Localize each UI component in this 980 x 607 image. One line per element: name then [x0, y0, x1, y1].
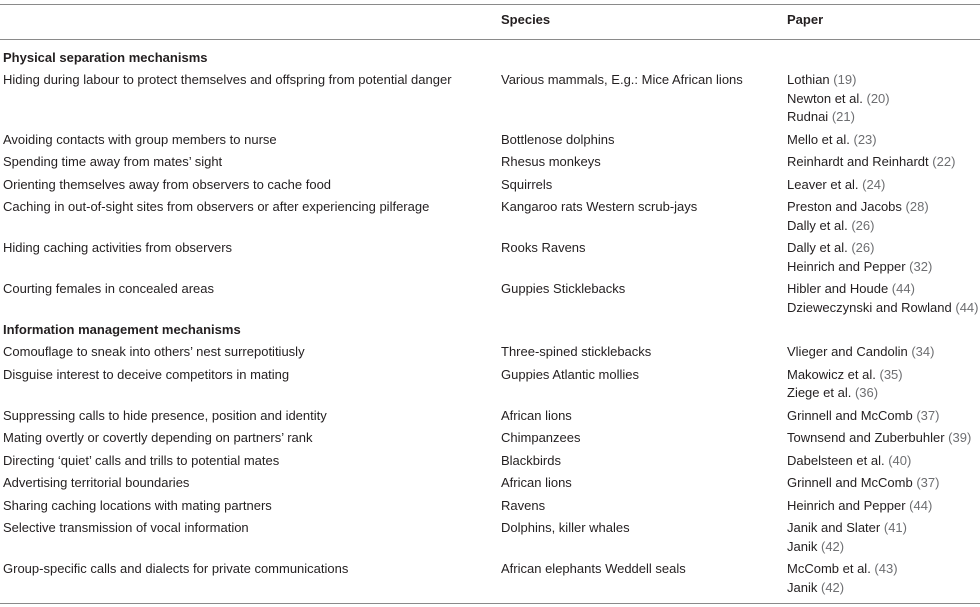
paper-cell [787, 343, 980, 362]
paper-citation [787, 474, 980, 493]
reference-open-paren: ( [858, 176, 867, 192]
reference-close-paren: ) [924, 199, 929, 214]
behavior-cell: Courting females in concealed areas [3, 281, 215, 296]
reference-open-paren: ( [862, 90, 871, 106]
reference-close-paren: ) [893, 561, 898, 576]
reference-close-paren: ) [935, 407, 940, 423]
species-cell: African lions [501, 475, 572, 490]
table-row [0, 366, 980, 403]
reference-open-paren: ( [951, 299, 960, 315]
paper-author: Lothian [787, 72, 830, 87]
paper-citation [787, 299, 980, 318]
reference-number[interactable]: 43 [878, 561, 894, 576]
reference-close-paren: ) [873, 385, 879, 400]
reference-number[interactable]: 26 [855, 240, 871, 255]
paper-author: Vlieger and Candolin [787, 344, 908, 359]
paper-citation [787, 176, 980, 195]
reference-close-paren: ) [927, 497, 933, 513]
reference-number[interactable]: 42 [825, 579, 840, 595]
paper-citation [787, 258, 980, 277]
reference-open-paren: ( [901, 199, 910, 214]
reference-close-paren: ) [885, 90, 890, 106]
species-cell: Ravens [501, 497, 546, 513]
paper-author: Janik [787, 538, 818, 554]
paper-column-header: Paper [787, 12, 824, 27]
paper-author: Rudnai [787, 109, 829, 124]
paper-cell [787, 198, 980, 235]
table-row [0, 474, 980, 493]
behavior-cell: Comouflage to sneak into others’ nest surrepotitiusly [3, 344, 305, 359]
paper-citation [787, 198, 980, 217]
reference-open-paren: ( [912, 407, 921, 423]
paper-author: Dzieweczynski and Rowland [787, 299, 952, 315]
paper-author: Dabelsteen et al. [787, 452, 885, 468]
reference-open-paren: ( [828, 109, 837, 124]
reference-number[interactable]: 41 [888, 520, 903, 535]
reference-open-paren: ( [870, 561, 879, 576]
reference-number[interactable]: 37 [920, 407, 936, 423]
table-row [0, 452, 980, 471]
reference-number[interactable]: 39 [952, 430, 967, 445]
table-row [0, 519, 980, 556]
paper-citation [787, 217, 980, 236]
paper-cell [787, 280, 980, 317]
reference-close-paren: ) [910, 281, 915, 296]
reference-number[interactable]: 19 [837, 72, 853, 87]
behavior-cell: Avoiding contacts with group members to nurse [3, 131, 277, 147]
behavior-cell: Spending time away from mates’ sight [3, 154, 223, 169]
paper-author: Grinnell and McComb [787, 475, 913, 490]
paper-citation [787, 153, 980, 172]
paper-cell [787, 474, 980, 493]
paper-citation [787, 343, 980, 362]
paper-author: Dally et al. [787, 240, 848, 255]
paper-citation [787, 280, 980, 299]
table-row [0, 343, 980, 362]
reference-close-paren: ) [852, 72, 857, 87]
paper-cell [787, 407, 980, 426]
behavior-cell: Caching in out-of-sight sites from observers or after experiencing pilferage [3, 199, 430, 214]
reference-open-paren: ( [849, 131, 858, 147]
behavior-cell: Directing ‘quiet’ calls and trills to potential mates [3, 452, 280, 468]
species-cell: Dolphins, killer whales [501, 520, 630, 535]
reference-close-paren: ) [907, 452, 912, 468]
table-body [0, 49, 980, 597]
paper-cell [787, 497, 980, 516]
reference-close-paren: ) [927, 258, 933, 274]
paper-citation [787, 90, 980, 109]
reference-open-paren: ( [875, 366, 884, 382]
section-heading: Physical separation mechanisms [3, 50, 208, 65]
reference-number[interactable]: 36 [859, 385, 874, 400]
reference-number[interactable]: 21 [836, 109, 851, 124]
reference-close-paren: ) [870, 217, 875, 233]
paper-author: Newton et al. [787, 90, 863, 106]
species-cell: Kangaroo rats Western scrub-jays [501, 199, 698, 214]
paper-cell [787, 239, 980, 276]
paper-cell [787, 366, 980, 403]
species-cell: Guppies Atlantic mollies [501, 366, 640, 382]
reference-open-paren: ( [905, 497, 914, 513]
reference-open-paren: ( [907, 344, 916, 359]
paper-cell [787, 452, 980, 471]
species-cell: Guppies Sticklebacks [501, 281, 626, 296]
paper-citation [787, 497, 980, 516]
reference-open-paren: ( [928, 154, 937, 169]
reference-close-paren: ) [935, 475, 940, 490]
species-cell: Rhesus monkeys [501, 154, 601, 169]
table-row [0, 176, 980, 195]
species-cell: Bottlenose dolphins [501, 131, 615, 147]
reference-number[interactable]: 44 [913, 497, 928, 513]
reference-open-paren: ( [880, 520, 889, 535]
reference-close-paren: ) [966, 430, 972, 445]
paper-citation [787, 407, 980, 426]
reference-number[interactable]: 32 [913, 258, 928, 274]
behavior-cell: Group-specific calls and dialects for private communications [3, 561, 349, 576]
paper-citation [787, 366, 980, 385]
table-row [0, 280, 980, 317]
paper-author: Heinrich and Pepper [787, 258, 906, 274]
reference-number[interactable]: 44 [896, 281, 911, 296]
species-cell: Three-spined sticklebacks [501, 344, 652, 359]
reference-close-paren: ) [870, 240, 875, 255]
reference-open-paren: ( [912, 475, 921, 490]
paper-cell [787, 71, 980, 127]
paper-author: Janik and Slater [787, 520, 881, 535]
species-column-header: Species [501, 12, 551, 27]
reference-open-paren: ( [829, 72, 838, 87]
behavior-cell: Orienting themselves away from observers to cache food [3, 176, 332, 192]
table-row [0, 560, 980, 597]
reference-close-paren: ) [850, 109, 855, 124]
reference-close-paren: ) [898, 366, 903, 382]
table-row [0, 497, 980, 516]
species-cell: African elephants Weddell seals [501, 561, 686, 576]
paper-author: Makowicz et al. [787, 366, 876, 382]
reference-close-paren: ) [839, 538, 845, 554]
paper-author: Leaver et al. [787, 176, 859, 192]
table-row [0, 429, 980, 448]
table-row [0, 407, 980, 426]
paper-author: Preston and Jacobs [787, 199, 902, 214]
paper-author: Mello et al. [787, 131, 850, 147]
table-row [0, 71, 980, 127]
paper-citation [787, 452, 980, 471]
species-cell: Chimpanzees [501, 430, 581, 445]
reference-close-paren: ) [902, 520, 907, 535]
reference-open-paren: ( [847, 240, 856, 255]
paper-citation [787, 239, 980, 258]
paper-cell [787, 131, 980, 150]
reference-number[interactable]: 20 [870, 90, 886, 106]
paper-author: McComb et al. [787, 561, 871, 576]
paper-author: Ziege et al. [787, 385, 852, 400]
reference-open-paren: ( [847, 217, 856, 233]
behavior-cell: Hiding during labour to protect themselves and offspring from potential danger [3, 72, 452, 87]
reference-number[interactable]: 34 [915, 344, 931, 359]
table-row [0, 153, 980, 172]
paper-citation [787, 560, 980, 579]
paper-cell [787, 519, 980, 556]
bottom-rule [0, 603, 980, 604]
reference-number[interactable]: 24 [866, 176, 881, 192]
behavior-cell: Mating overtly or covertly depending on partners’ rank [3, 430, 313, 445]
table-row [0, 198, 980, 235]
table-row [0, 131, 980, 150]
paper-citation [787, 538, 980, 557]
species-cell: Blackbirds [501, 452, 561, 468]
behavior-cell: Suppressing calls to hide presence, position and identity [3, 407, 327, 423]
reference-open-paren: ( [817, 579, 826, 595]
paper-cell [787, 429, 980, 448]
paper-cell [787, 176, 980, 195]
paper-cell [787, 153, 980, 172]
reference-close-paren: ) [880, 176, 886, 192]
species-cell: Various mammals, E.g.: Mice African lions [501, 72, 743, 87]
reference-open-paren: ( [888, 281, 897, 296]
reference-close-paren: ) [930, 344, 935, 359]
paper-cell [787, 560, 980, 597]
reference-open-paren: ( [884, 452, 893, 468]
paper-citation [787, 384, 980, 403]
reference-number[interactable]: 44 [959, 299, 975, 315]
reference-close-paren: ) [872, 131, 877, 147]
reference-open-paren: ( [944, 430, 953, 445]
reference-number[interactable]: 40 [892, 452, 907, 468]
reference-close-paren: ) [974, 299, 979, 315]
behavior-cell: Selective transmission of vocal information [3, 520, 249, 535]
header-rule [0, 39, 980, 40]
reference-number[interactable]: 23 [857, 131, 873, 147]
behavior-cell: Hiding caching activities from observers [3, 240, 233, 255]
paper-citation [787, 579, 980, 598]
reference-close-paren: ) [951, 154, 956, 169]
paper-author: Janik [787, 579, 818, 595]
species-cell: African lions [501, 407, 572, 423]
section-heading: Information management mechanisms [3, 322, 241, 337]
paper-author: Reinhardt and Reinhardt [787, 154, 929, 169]
reference-open-paren: ( [905, 258, 914, 274]
species-cell: Rooks Ravens [501, 240, 586, 255]
behavior-cell: Sharing caching locations with mating partners [3, 497, 272, 513]
species-cell: Squirrels [501, 176, 553, 192]
paper-citation [787, 108, 980, 127]
paper-author: Heinrich and Pepper [787, 497, 906, 513]
reference-number[interactable]: 22 [936, 154, 952, 169]
reference-open-paren: ( [851, 385, 860, 400]
behavior-cell: Disguise interest to deceive competitors in mating [3, 366, 290, 382]
reference-number[interactable]: 35 [883, 366, 899, 382]
table-row [0, 239, 980, 276]
paper-author: Townsend and Zuberbuhler [787, 430, 945, 445]
paper-citation [787, 71, 980, 90]
paper-citation [787, 519, 980, 538]
reference-open-paren: ( [817, 538, 826, 554]
reference-number[interactable]: 26 [855, 217, 871, 233]
reference-number[interactable]: 37 [920, 475, 936, 490]
top-rule [0, 4, 980, 5]
paper-author: Grinnell and McComb [787, 407, 913, 423]
reference-number[interactable]: 42 [825, 538, 840, 554]
reference-close-paren: ) [839, 579, 845, 595]
paper-citation [787, 131, 980, 150]
paper-author: Dally et al. [787, 217, 848, 233]
behavior-cell: Advertising territorial boundaries [3, 475, 190, 490]
paper-citation [787, 429, 980, 448]
paper-author: Hibler and Houde [787, 281, 889, 296]
reference-number[interactable]: 28 [909, 199, 925, 214]
